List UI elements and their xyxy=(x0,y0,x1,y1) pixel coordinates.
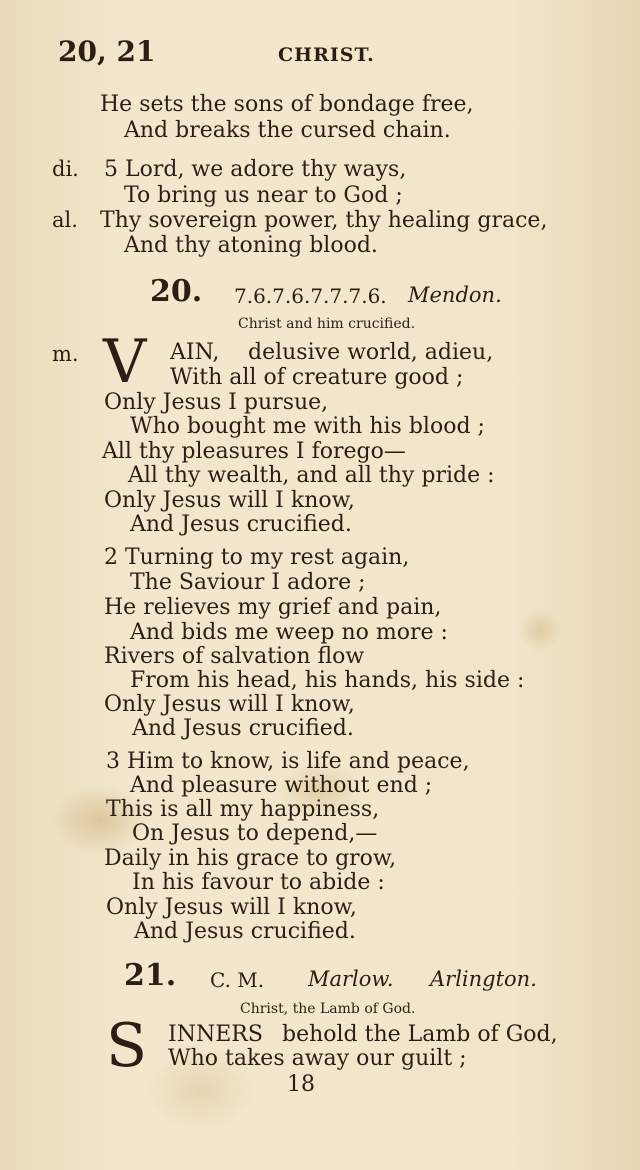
verse-line: He sets the sons of bondage free, xyxy=(100,92,474,117)
verse-line: 5 Lord, we adore thy ways, xyxy=(104,157,407,182)
verse-line: With all of creature good ; xyxy=(170,365,464,390)
verse-line: Who takes away our guilt ; xyxy=(168,1046,467,1071)
hymn-subtitle: Christ, the Lamb of God. xyxy=(240,1001,416,1017)
hymn-number: 21. xyxy=(124,958,177,993)
verse-line: All thy wealth, and all thy pride : xyxy=(128,463,495,488)
verse-line: Who bought me with his blood ; xyxy=(130,414,485,439)
verse-line: 3 Him to know, is life and peace, xyxy=(106,749,470,774)
verse-line: In his favour to abide : xyxy=(132,870,385,895)
dynamic-mark: m. xyxy=(52,342,79,366)
verse-line: And breaks the cursed chain. xyxy=(124,118,451,143)
verse-first-word: AIN, xyxy=(170,340,220,365)
hymn-number: 20. xyxy=(150,274,203,309)
verse-line: Only Jesus will I know, xyxy=(106,895,357,920)
verse-line: From his head, his hands, his side : xyxy=(130,668,525,693)
verse-first-word: INNERS xyxy=(168,1022,263,1047)
verse-line: Rivers of salvation flow xyxy=(104,644,365,669)
verse-line: All thy pleasures I forego— xyxy=(102,439,406,464)
verse-line: And Jesus crucified. xyxy=(132,716,354,741)
verse-line: The Saviour I adore ; xyxy=(130,570,366,595)
verse-line: behold the Lamb of God, xyxy=(282,1022,558,1047)
verse-line: Only Jesus will I know, xyxy=(104,488,355,513)
verse-line: delusive world, adieu, xyxy=(248,340,494,365)
verse-line: Daily in his grace to grow, xyxy=(104,846,397,871)
page-number: 18 xyxy=(287,1072,315,1097)
verse-line: Only Jesus will I know, xyxy=(104,692,355,717)
verse-line: And bids me weep no more : xyxy=(130,620,448,645)
verse-line: And thy atoning blood. xyxy=(124,233,378,258)
dynamic-mark: di. xyxy=(52,157,79,181)
verse-line: On Jesus to depend,— xyxy=(132,821,378,846)
running-title: CHRIST. xyxy=(278,44,375,66)
tune-name: Marlow. xyxy=(308,967,394,991)
header-page-numbers: 20, 21 xyxy=(58,35,156,68)
verse-line: And Jesus crucified. xyxy=(134,919,356,944)
hymn-meter: 7.6.7.6.7.7.7.6. xyxy=(234,284,387,308)
hymn-subtitle: Christ and him crucified. xyxy=(238,316,416,332)
verse-line: This is all my happiness, xyxy=(106,797,380,822)
tune-name: Mendon. xyxy=(408,283,502,307)
verse-line: To bring us near to God ; xyxy=(124,183,403,208)
verse-line: Only Jesus I pursue, xyxy=(104,390,329,415)
hymn-meter: C. M. xyxy=(210,968,265,992)
dynamic-mark: al. xyxy=(52,208,78,232)
drop-cap: S xyxy=(106,1011,148,1081)
verse-line: He relieves my grief and pain, xyxy=(104,595,442,620)
drop-cap: V xyxy=(103,327,147,397)
verse-line: And pleasure without end ; xyxy=(130,773,433,798)
verse-line: 2 Turning to my rest again, xyxy=(104,545,410,570)
tune-name: Arlington. xyxy=(430,967,537,991)
verse-line: And Jesus crucified. xyxy=(130,512,352,537)
verse-line: Thy sovereign power, thy healing grace, xyxy=(100,208,548,233)
